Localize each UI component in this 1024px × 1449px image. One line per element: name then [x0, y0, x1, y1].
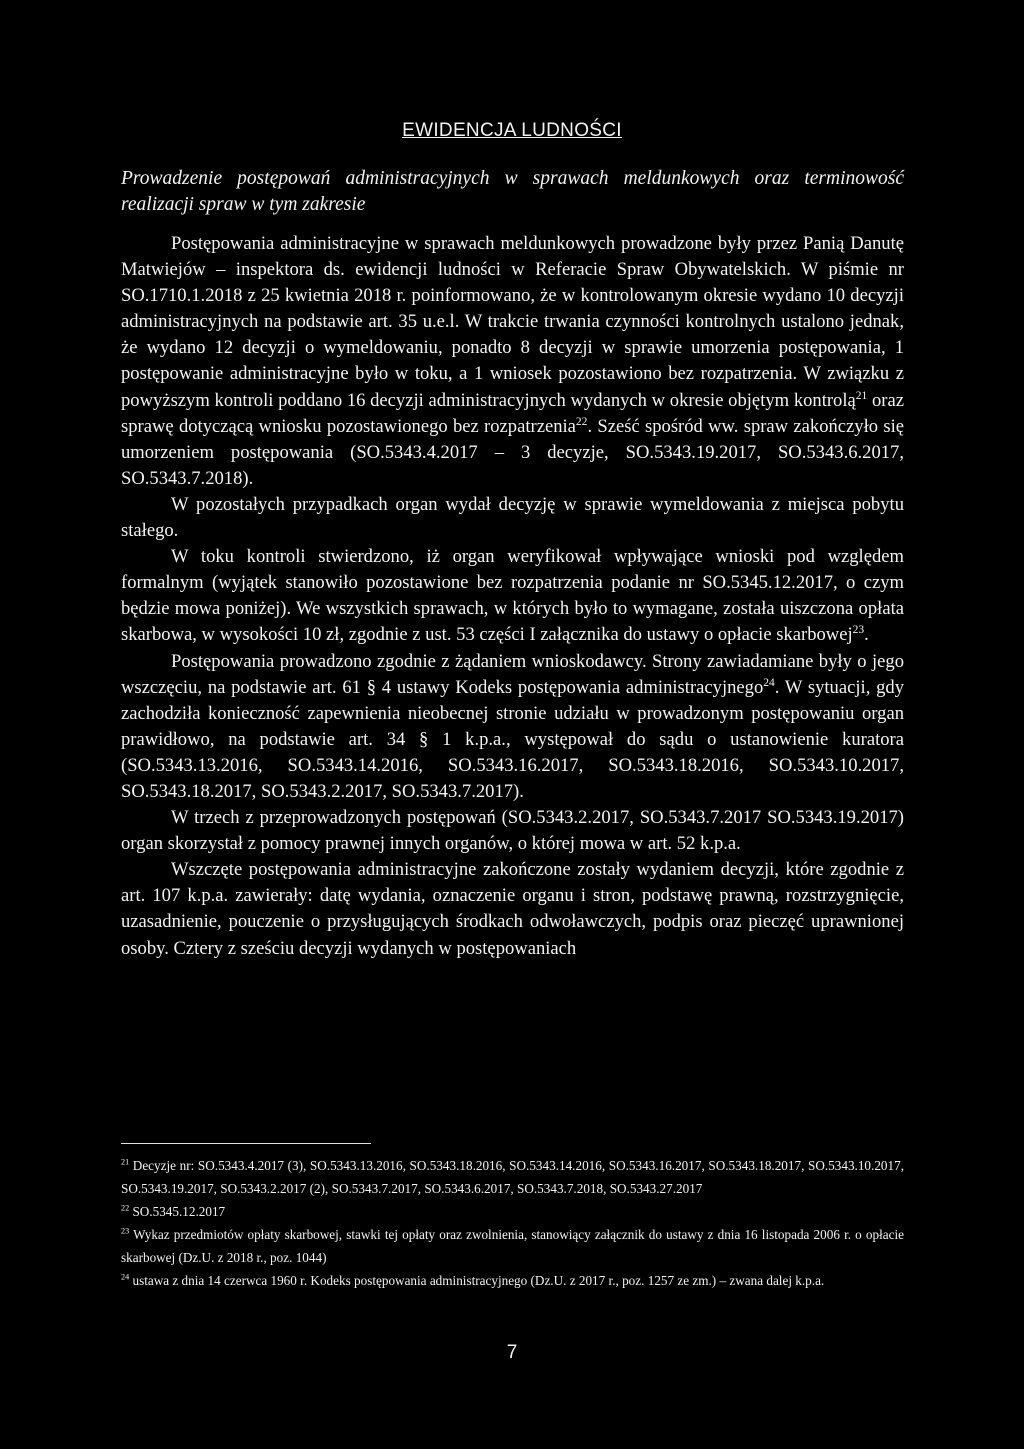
footnotes: [121, 1154, 904, 1292]
footnote-ref: 24: [763, 676, 775, 689]
page-number: 7: [506, 1342, 518, 1363]
footnote-divider: [121, 1143, 371, 1144]
section-heading: EWIDENCJA LUDNOŚCI: [402, 120, 622, 141]
paragraph: Postępowania prowadzono zgodnie z żądaniem wnioskodawcy. Strony zawiadamiane były o jego wszczęciu, na podstawie art. 61 § 4 ustawy Kodeks postępowania administracyjnego$^{24}$. W sytuacji, gdy zachodziła konieczność zapewnienia nieobecnej stronie udziału w prowadzonym postępowaniu organ prawidłowo, na podstawie art. 34 § 1 k.p.a., występował do sądu o ustanowienie kuratora (SO.5343.13.2016, SO.5343.14.2016, SO.5343.16.2017, SO.5343.18.2016, SO.5343.10.2017, SO.5343.18.2017, SO.5343.2.2017, SO.5343.7.2017).: [121, 650, 905, 802]
footnote: $^{24}$ ustawa z dnia 14 czerwca 1960 r. Kodeks postępowania administracyjnego (Dz.U. z 2017 r., poz. 1257 ze zm.) – zwana dalej k.p.a.: [121, 1272, 825, 1288]
footnote-number: 23: [121, 1226, 130, 1236]
footnote-number: 22: [121, 1203, 130, 1213]
section-subtitle: Prowadzenie postępowań administracyjnych w sprawach meldunkowych oraz terminowość realizacji spraw w tym zakresie: [121, 168, 904, 215]
paragraph: W pozostałych przypadkach organ wydał decyzję w sprawie wymeldowania z miejsca pobytu stałego.: [121, 493, 904, 542]
paragraph: Wszczęte postępowania administracyjne zakończone zostały wydaniem decyzji, które zgodnie z art. 107 k.p.a. zawierały: datę wydania, oznaczenie organu i stron, podstawę prawną, rozstrzygnięcie, uzasadnienie, pouczenie o przysługujących środkach odwoławczych, podpis oraz pieczęć uprawnionej osoby. Cztery z sześciu decyzji wydanych w postępowaniach: [121, 859, 904, 959]
footnote-ref: 22: [575, 415, 588, 428]
footnote-number: 24: [121, 1272, 130, 1282]
footnote: $^{21}$ Decyzje nr: SO.5343.4.2017 (3), SO.5343.13.2016, SO.5343.18.2016, SO.5343.14.2016, SO.5343.16.2017, SO.5343.18.2017, SO.5343.10.2017, SO.5343.19.2017, SO.5343.2.2017 (2), SO.5343.7.2017, SO.5343.6.2017, SO.5343.7.2018, SO.5343.27.2017: [121, 1157, 904, 1196]
body-text: [121, 231, 904, 962]
footnote: $^{23}$ Wykaz przedmiotów opłaty skarbowej, stawki tej opłaty oraz zwolnienia, stanowiący załącznik do ustawy z dnia 16 listopada 2006 r. o opłacie skarbowej (Dz.U. z 2018 r., poz. 1044): [121, 1226, 904, 1265]
footnote-number: 21: [121, 1157, 130, 1167]
paragraph: Postępowania administracyjne w sprawach meldunkowych prowadzone były przez Panią Danutę Matwiejów – inspektora ds. ewidencji ludności w Referacie Spraw Obywatelskich. W piśmie nr SO.1710.1.2018 z 25 kwietnia 2018 r. poinformowano, że w kontrolowanym okresie wydano 10 decyzji administracyjnych na podstawie art. 35 u.e.l. W trakcie trwania czynności kontrolnych ustalono jednak, że wydano 12 decyzji o wymeldowaniu, ponadto 8 decyzji w sprawie umorzenia postępowania, 1 postępowanie administracyjne było w toku, a 1 wniosek pozostawiono bez rozpatrzenia. W związku z powyższym kontroli poddano 16 decyzji administracyjnych wydanych w okresie objętym kontrolą$^{21}$ oraz sprawę dotyczącą wniosku pozostawionego bez rozpatrzenia$^{22}$. Sześć spośród ww. spraw zakończyło się umorzeniem postępowania (SO.5343.4.2017 – 3 decyzje, SO.5343.19.2017, SO.5343.6.2017, SO.5343.7.2018).: [121, 233, 904, 489]
footnote: $^{22}$ SO.5345.12.2017: [121, 1203, 226, 1219]
paragraph: W toku kontroli stwierdzono, iż organ weryfikował wpływające wnioski pod względem formalnym (wyjątek stanowiło pozostawione bez rozpatrzenia podanie nr SO.5345.12.2017, o czym będzie mowa poniżej). We wszystkich sprawach, w których było to wymagane, została uiszczona opłata skarbowa, w wysokości 10 zł, zgodnie z ust. 53 części I załącznika do ustawy o opłacie skarbowej$^{23}$.: [121, 546, 904, 646]
paragraph: W trzech z przeprowadzonych postępowań (SO.5343.2.2017, SO.5343.7.2017 SO.5343.19.2017) organ skorzystał z pomocy prawnej innych organów, o której mowa w art. 52 k.p.a.: [121, 807, 904, 855]
footnote-ref: 23: [852, 624, 865, 637]
footnote-ref: 21: [855, 389, 868, 402]
